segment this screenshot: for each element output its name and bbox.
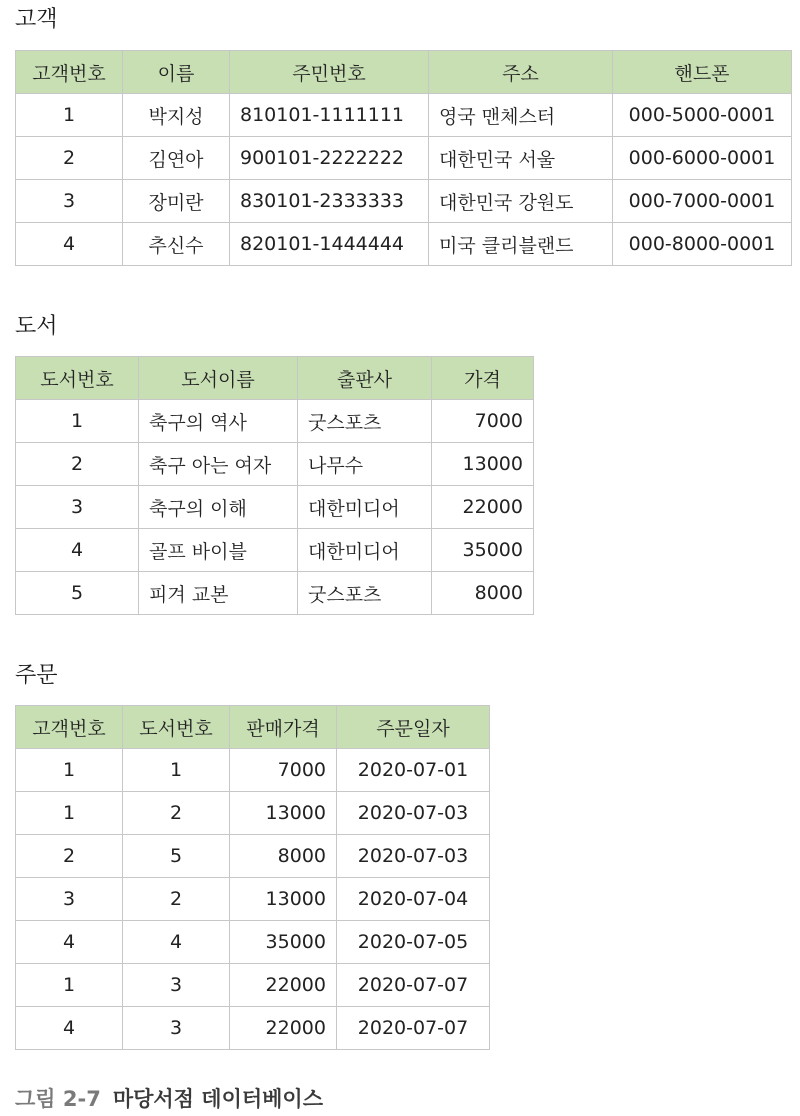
table-cell: 2 xyxy=(123,878,230,921)
table-row xyxy=(16,137,792,180)
table-cell: 2 xyxy=(123,792,230,835)
column-header: 핸드폰 xyxy=(613,51,792,94)
table-cell: 3 xyxy=(123,1007,230,1050)
table-cell: 4 xyxy=(16,223,123,266)
table-cell: 2020-07-05 xyxy=(337,921,490,964)
table-cell: 1 xyxy=(16,94,123,137)
table-cell: 35000 xyxy=(432,529,534,572)
table-cell: 5 xyxy=(123,835,230,878)
table-cell: 8000 xyxy=(432,572,534,615)
table-cell: 000-5000-0001 xyxy=(613,94,792,137)
table-header-row xyxy=(16,706,490,749)
table-cell: 축구의 이해 xyxy=(139,486,298,529)
table-cell: 4 xyxy=(123,921,230,964)
table-cell: 1 xyxy=(16,749,123,792)
table-cell: 대한민국 서울 xyxy=(429,137,613,180)
table-cell: 미국 클리블랜드 xyxy=(429,223,613,266)
table-cell: 22000 xyxy=(432,486,534,529)
table-row xyxy=(16,792,490,835)
table-row xyxy=(16,529,534,572)
orders-section-title: 주문 xyxy=(15,663,58,688)
figure-caption xyxy=(15,1085,323,1113)
table-cell: 13000 xyxy=(432,443,534,486)
table-cell: 대한미디어 xyxy=(298,486,432,529)
table-cell: 3 xyxy=(123,964,230,1007)
figure-number: 그림 2-7 xyxy=(15,1087,101,1111)
table-cell: 2020-07-07 xyxy=(337,1007,490,1050)
table-cell: 35000 xyxy=(230,921,337,964)
table-header-row xyxy=(16,51,792,94)
column-header: 주민번호 xyxy=(230,51,429,94)
table-cell: 김연아 xyxy=(123,137,230,180)
table-cell: 830101-2333333 xyxy=(230,180,429,223)
table-cell: 000-6000-0001 xyxy=(613,137,792,180)
table-cell: 추신수 xyxy=(123,223,230,266)
table-cell: 1 xyxy=(16,964,123,1007)
customers-section-title: 고객 xyxy=(15,7,58,32)
customers-table xyxy=(15,50,792,266)
table-cell: 골프 바이블 xyxy=(139,529,298,572)
table-cell: 박지성 xyxy=(123,94,230,137)
table-cell: 3 xyxy=(16,180,123,223)
table-cell: 000-8000-0001 xyxy=(613,223,792,266)
table-cell: 1 xyxy=(16,400,139,443)
table-row xyxy=(16,400,534,443)
table-cell: 2020-07-03 xyxy=(337,835,490,878)
column-header: 출판사 xyxy=(298,357,432,400)
table-cell: 나무수 xyxy=(298,443,432,486)
table-cell: 22000 xyxy=(230,964,337,1007)
table-row xyxy=(16,223,792,266)
table-cell: 축구의 역사 xyxy=(139,400,298,443)
table-row xyxy=(16,94,792,137)
column-header: 가격 xyxy=(432,357,534,400)
column-header: 이름 xyxy=(123,51,230,94)
table-cell: 810101-1111111 xyxy=(230,94,429,137)
table-cell: 5 xyxy=(16,572,139,615)
table-row xyxy=(16,1007,490,1050)
table-cell: 22000 xyxy=(230,1007,337,1050)
column-header: 도서이름 xyxy=(139,357,298,400)
table-cell: 2020-07-07 xyxy=(337,964,490,1007)
table-cell: 피겨 교본 xyxy=(139,572,298,615)
table-row xyxy=(16,180,792,223)
column-header: 판매가격 xyxy=(230,706,337,749)
table-cell: 대한민국 강원도 xyxy=(429,180,613,223)
table-cell: 3 xyxy=(16,486,139,529)
table-cell: 000-7000-0001 xyxy=(613,180,792,223)
table-cell: 굿스포츠 xyxy=(298,572,432,615)
table-row xyxy=(16,749,490,792)
table-cell: 7000 xyxy=(230,749,337,792)
column-header: 고객번호 xyxy=(16,706,123,749)
table-cell: 대한미디어 xyxy=(298,529,432,572)
table-cell: 7000 xyxy=(432,400,534,443)
table-cell: 2 xyxy=(16,835,123,878)
table-cell: 2020-07-01 xyxy=(337,749,490,792)
books-table xyxy=(15,356,534,615)
table-cell: 900101-2222222 xyxy=(230,137,429,180)
table-row xyxy=(16,835,490,878)
table-cell: 4 xyxy=(16,529,139,572)
table-row xyxy=(16,921,490,964)
books-section-title: 도서 xyxy=(15,314,58,339)
table-cell: 3 xyxy=(16,878,123,921)
table-cell: 13000 xyxy=(230,878,337,921)
table-cell: 4 xyxy=(16,921,123,964)
table-row xyxy=(16,443,534,486)
column-header: 고객번호 xyxy=(16,51,123,94)
column-header: 주문일자 xyxy=(337,706,490,749)
table-cell: 2020-07-03 xyxy=(337,792,490,835)
orders-table xyxy=(15,705,490,1050)
table-cell: 1 xyxy=(123,749,230,792)
table-cell: 장미란 xyxy=(123,180,230,223)
table-cell: 8000 xyxy=(230,835,337,878)
table-row xyxy=(16,878,490,921)
figure-caption-text: 마당서점 데이터베이스 xyxy=(112,1087,323,1111)
table-cell: 영국 맨체스터 xyxy=(429,94,613,137)
table-row xyxy=(16,572,534,615)
table-row xyxy=(16,486,534,529)
table-cell: 2020-07-04 xyxy=(337,878,490,921)
table-cell: 축구 아는 여자 xyxy=(139,443,298,486)
table-cell: 2 xyxy=(16,443,139,486)
table-cell: 820101-1444444 xyxy=(230,223,429,266)
table-cell: 굿스포츠 xyxy=(298,400,432,443)
column-header: 도서번호 xyxy=(123,706,230,749)
table-cell: 1 xyxy=(16,792,123,835)
table-cell: 2 xyxy=(16,137,123,180)
table-row xyxy=(16,964,490,1007)
column-header: 주소 xyxy=(429,51,613,94)
table-cell: 4 xyxy=(16,1007,123,1050)
column-header: 도서번호 xyxy=(16,357,139,400)
table-header-row xyxy=(16,357,534,400)
table-cell: 13000 xyxy=(230,792,337,835)
